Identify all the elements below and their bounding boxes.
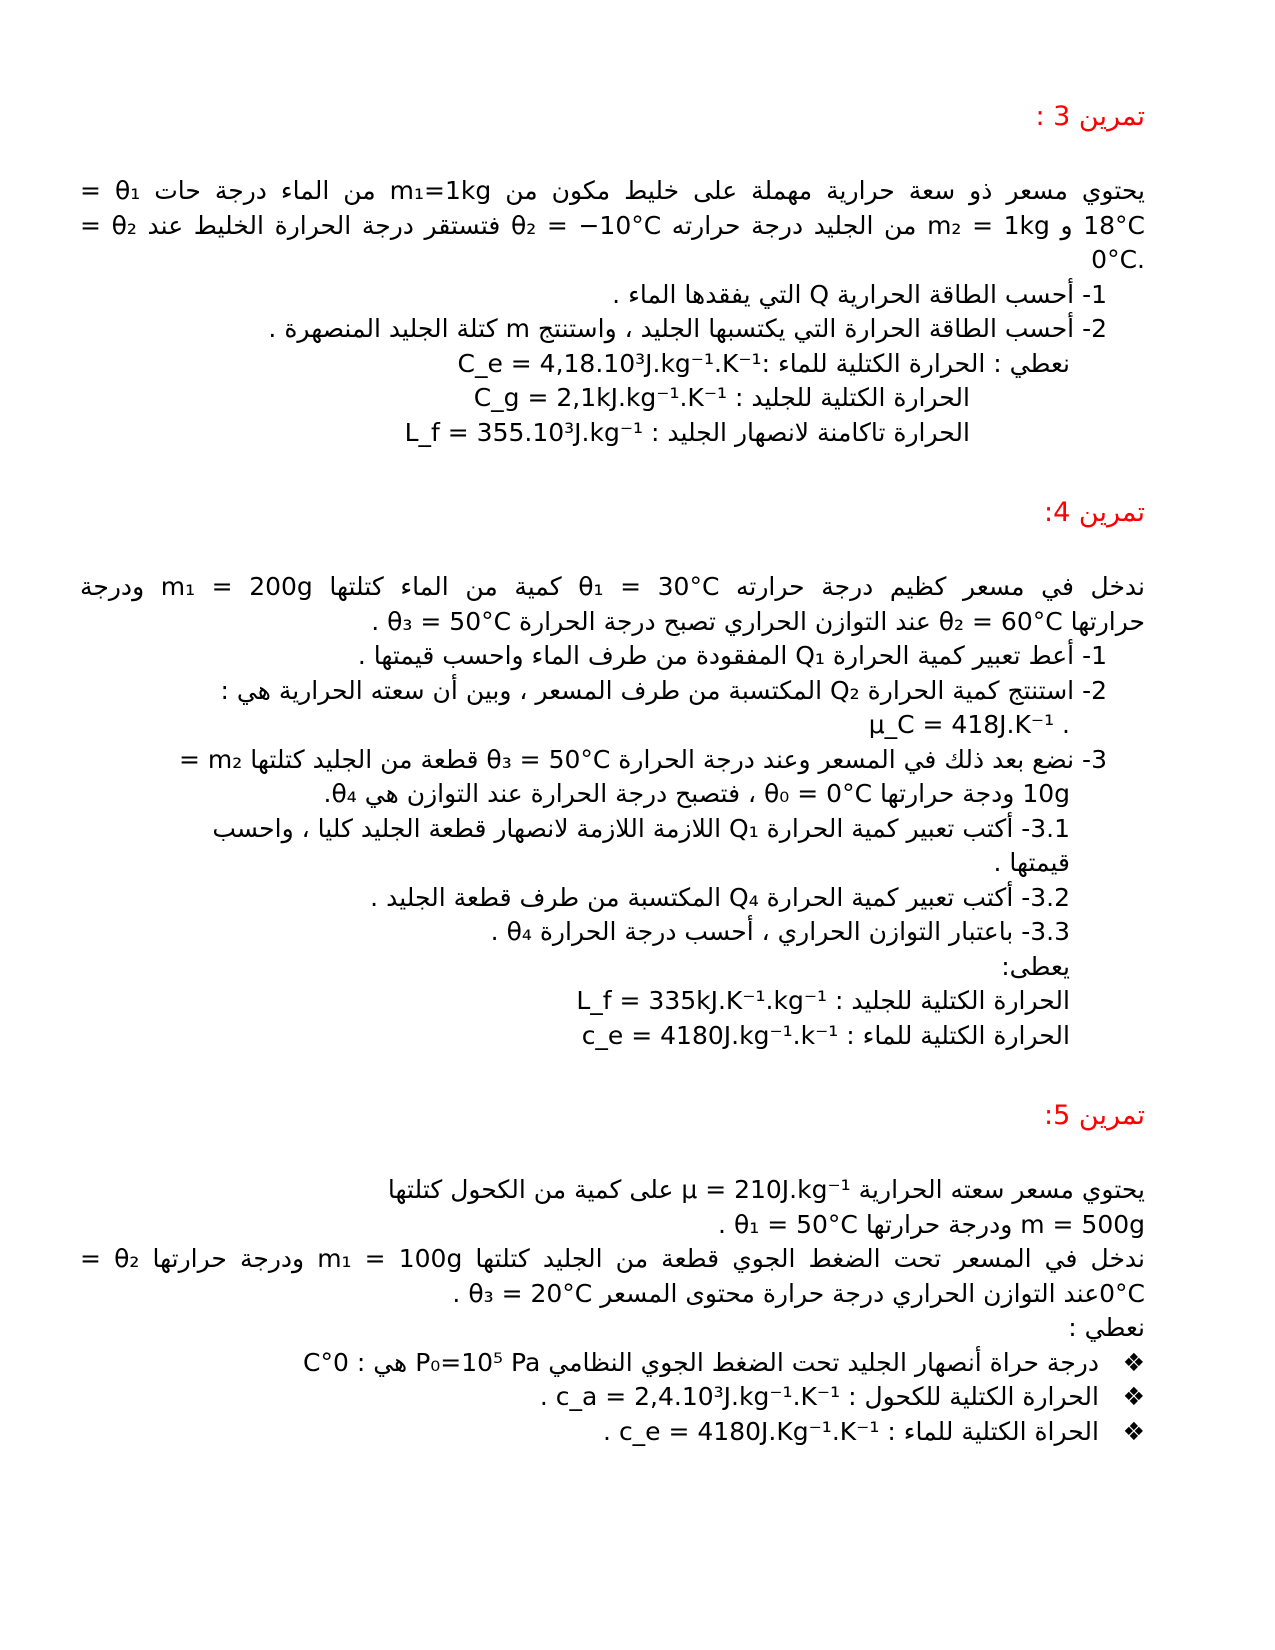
ex3-given: نعطي : الحرارة الكتلية للماء :C_e = 4,18.10³J.kg⁻¹.K⁻¹: [457, 348, 1070, 378]
ex5-line: m = 500g ودرجة حرارتها θ₁ = 50°C .: [718, 1209, 1145, 1239]
diamond-bullet-icon: ❖: [1122, 1382, 1145, 1411]
ex5-line: 0°Cعند التوازن الحراري درجة حرارة محتوى المسعر θ₃ = 20°C .: [452, 1278, 1145, 1308]
ex4-question-3-1: 3.1- أكتب تعبير كمية الحرارة Q₁ اللازمة اللازمة لانصهار قطعة الجليد كليا ، واحسب: [212, 813, 1070, 843]
ex5-bullet-text: الحراة الكتلية للماء : c_e = 4180J.Kg⁻¹.K⁻¹ .: [603, 1416, 1099, 1446]
ex5-bullet-item: [80, 1380, 1145, 1415]
ex4-question-1: 1- أعط تعبير كمية الحرارة Q₁ المفقودة من طرف الماء واحسب قيمتها .: [357, 641, 1107, 670]
ex4-question-3-2: 3.2- أكتب تعبير كمية الحرارة Q₄ المكتسبة من طرف قطعة الجليد .: [370, 882, 1070, 912]
ex4-line: ندخل في مسعر كظيم درجة حرارته θ₁ = 30°C كمية من الماء كتلتها m₁ = 200g ودرجة: [80, 572, 1145, 601]
ex4-line: قيمتها .: [993, 848, 1070, 877]
diamond-bullet-icon: ❖: [1122, 1347, 1145, 1377]
ex3-line: .0°C: [1091, 245, 1145, 274]
ex4-given: الحرارة الكتلية للجليد : L_f = 335kJ.K⁻¹.kg⁻¹: [576, 986, 1070, 1015]
ex4-question-2: 2- استنتج كمية الحرارة Q₂ المكتسبة من طرف المسعر ، وبين أن سعته الحرارية هي :: [220, 675, 1107, 705]
exercise-5-title: تمرين 5:: [1044, 1100, 1145, 1131]
diamond-bullet-icon: ❖: [1122, 1416, 1145, 1446]
ex4-given: الحرارة الكتلية للماء : c_e = 4180J.kg⁻¹.k⁻¹: [581, 1020, 1070, 1050]
ex4-line: . μ_C = 418J.K⁻¹: [868, 710, 1070, 739]
ex4-line: 10g ودجة حرارتها θ₀ = 0°C ، فتصبح درجة الحرارة عند التوازن هي θ₄.: [323, 779, 1070, 808]
ex5-line: يحتوي مسعر سعته الحرارية μ = 210J.kg⁻¹ على كمية من الكحول كتلتها: [387, 1175, 1145, 1204]
ex4-given-label: يعطى:: [1001, 951, 1070, 981]
ex3-given: الحرارة الكتلية للجليد : C_g = 2,1kJ.kg⁻¹.K⁻¹: [473, 383, 970, 412]
exercise-3-title: تمرين 3 :: [1035, 101, 1145, 132]
document-body: [80, 100, 1145, 1449]
ex4-line: حرارتها θ₂ = 60°C عند التوازن الحراري تصبح درجة الحرارة θ₃ = 50°C .: [371, 606, 1145, 636]
ex4-question-3: 3- نضع بعد ذلك في المسعر وعند درجة الحرارة θ₃ = 50°C قطعة من الجليد كتلتها m₂ =: [178, 744, 1107, 774]
ex5-bullet-text: الحرارة الكتلية للكحول : c_a = 2,4.10³J.kg⁻¹.K⁻¹ .: [539, 1382, 1099, 1411]
ex5-bullet-item: [80, 1346, 1145, 1381]
ex4-question-3-3: 3.3- باعتبار التوازن الحراري ، أحسب درجة الحرارة θ₄ .: [490, 917, 1070, 946]
ex5-given-label: نعطي :: [1068, 1313, 1145, 1342]
ex3-line: يحتوي مسعر ذو سعة حرارية مهملة على خليط مكون من m₁=1kg من الماء درجة حات θ₁ =: [80, 176, 1145, 205]
ex5-line: ندخل في المسعر تحت الضغط الجوي قطعة من الجليد كتلتها m₁ = 100g ودرجة حرارتها θ₂ =: [80, 1244, 1145, 1273]
ex3-line: 18°C و m₂ = 1kg من الجليد درجة حرارته θ₂ = −10°C فتستقر درجة الحرارة الخليط عند θ₂ =: [80, 210, 1146, 240]
ex3-given: الحرارة تاكامنة لانصهار الجليد : L_f = 355.10³J.kg⁻¹: [404, 417, 970, 447]
ex5-bullet-item: [80, 1415, 1145, 1450]
ex3-question-1: 1- أحسب الطاقة الحرارية Q التي يفقدها الماء .: [612, 279, 1107, 309]
exercise-4-title: تمرين 4:: [1044, 497, 1145, 528]
ex3-question-2: 2- أحسب الطاقة الحرارة التي يكتسبها الجليد ، واستنتج m كتلة الجليد المنصهرة .: [268, 314, 1107, 343]
ex5-bullet-text: درجة حراة أنصهار الجليد تحت الضغط الجوي النظامي P₀=10⁵ Pa هي : 0°C: [303, 1347, 1099, 1377]
